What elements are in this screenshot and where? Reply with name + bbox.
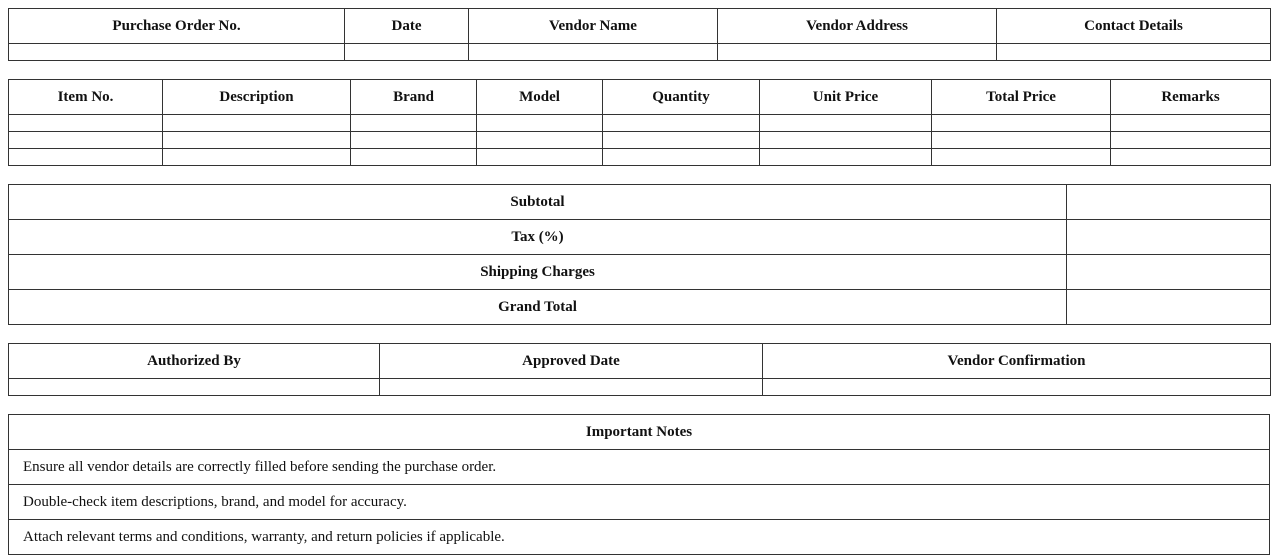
item-no-cell[interactable] [9, 132, 163, 149]
total-price-cell[interactable] [932, 132, 1111, 149]
table-row [9, 149, 1271, 166]
description-cell[interactable] [163, 132, 351, 149]
list-item [9, 520, 1270, 555]
remarks-cell[interactable] [1111, 149, 1271, 166]
description-cell[interactable] [163, 115, 351, 132]
subtotal-label: Subtotal [9, 185, 1067, 220]
col-remarks: Remarks [1111, 80, 1271, 115]
table-row [9, 379, 1271, 396]
unit-price-cell[interactable] [760, 132, 932, 149]
notes-title: Important Notes [9, 415, 1270, 450]
order-header-table [8, 8, 1271, 61]
notes-head-row [9, 415, 1270, 450]
table-row [9, 115, 1271, 132]
model-cell[interactable] [477, 115, 603, 132]
note-item: Ensure all vendor details are correctly filled before sending the purchase order. [9, 450, 1270, 485]
col-total-price: Total Price [932, 80, 1111, 115]
notes-table [8, 414, 1270, 555]
totals-row-tax [9, 220, 1271, 255]
col-item-no: Item No. [9, 80, 163, 115]
totals-row-grand-total [9, 290, 1271, 325]
col-model: Model [477, 80, 603, 115]
col-vendor-address: Vendor Address [718, 9, 997, 44]
table-row [9, 44, 1271, 61]
vendor-name-cell[interactable] [469, 44, 718, 61]
grand-total-label: Grand Total [9, 290, 1067, 325]
item-no-cell[interactable] [9, 149, 163, 166]
item-no-cell[interactable] [9, 115, 163, 132]
col-authorized-by: Authorized By [9, 344, 380, 379]
vendor-confirmation-cell[interactable] [763, 379, 1271, 396]
col-purchase-order-no: Purchase Order No. [9, 9, 345, 44]
note-item: Attach relevant terms and conditions, warranty, and return policies if applicable. [9, 520, 1270, 555]
shipping-charges-label: Shipping Charges [9, 255, 1067, 290]
approved-date-cell[interactable] [380, 379, 763, 396]
note-item: Double-check item descriptions, brand, and model for accuracy. [9, 485, 1270, 520]
totals-row-shipping [9, 255, 1271, 290]
list-item [9, 450, 1270, 485]
totals-row-subtotal [9, 185, 1271, 220]
approval-head-row [9, 344, 1271, 379]
brand-cell[interactable] [351, 149, 477, 166]
col-unit-price: Unit Price [760, 80, 932, 115]
col-contact-details: Contact Details [997, 9, 1271, 44]
tax-value[interactable] [1067, 220, 1271, 255]
table-row [9, 132, 1271, 149]
vendor-address-cell[interactable] [718, 44, 997, 61]
totals-table [8, 184, 1271, 325]
items-head-row [9, 80, 1271, 115]
purchase-order-no-cell[interactable] [9, 44, 345, 61]
order-header-head-row [9, 9, 1271, 44]
description-cell[interactable] [163, 149, 351, 166]
list-item [9, 485, 1270, 520]
model-cell[interactable] [477, 149, 603, 166]
items-table [8, 79, 1271, 166]
unit-price-cell[interactable] [760, 149, 932, 166]
date-cell[interactable] [345, 44, 469, 61]
quantity-cell[interactable] [603, 115, 760, 132]
col-description: Description [163, 80, 351, 115]
quantity-cell[interactable] [603, 149, 760, 166]
brand-cell[interactable] [351, 132, 477, 149]
col-date: Date [345, 9, 469, 44]
remarks-cell[interactable] [1111, 132, 1271, 149]
remarks-cell[interactable] [1111, 115, 1271, 132]
subtotal-value[interactable] [1067, 185, 1271, 220]
approval-table [8, 343, 1271, 396]
unit-price-cell[interactable] [760, 115, 932, 132]
col-approved-date: Approved Date [380, 344, 763, 379]
tax-label: Tax (%) [9, 220, 1067, 255]
col-vendor-name: Vendor Name [469, 9, 718, 44]
col-vendor-confirmation: Vendor Confirmation [763, 344, 1271, 379]
col-quantity: Quantity [603, 80, 760, 115]
quantity-cell[interactable] [603, 132, 760, 149]
brand-cell[interactable] [351, 115, 477, 132]
authorized-by-cell[interactable] [9, 379, 380, 396]
grand-total-value[interactable] [1067, 290, 1271, 325]
col-brand: Brand [351, 80, 477, 115]
total-price-cell[interactable] [932, 149, 1111, 166]
model-cell[interactable] [477, 132, 603, 149]
contact-details-cell[interactable] [997, 44, 1271, 61]
total-price-cell[interactable] [932, 115, 1111, 132]
shipping-charges-value[interactable] [1067, 255, 1271, 290]
